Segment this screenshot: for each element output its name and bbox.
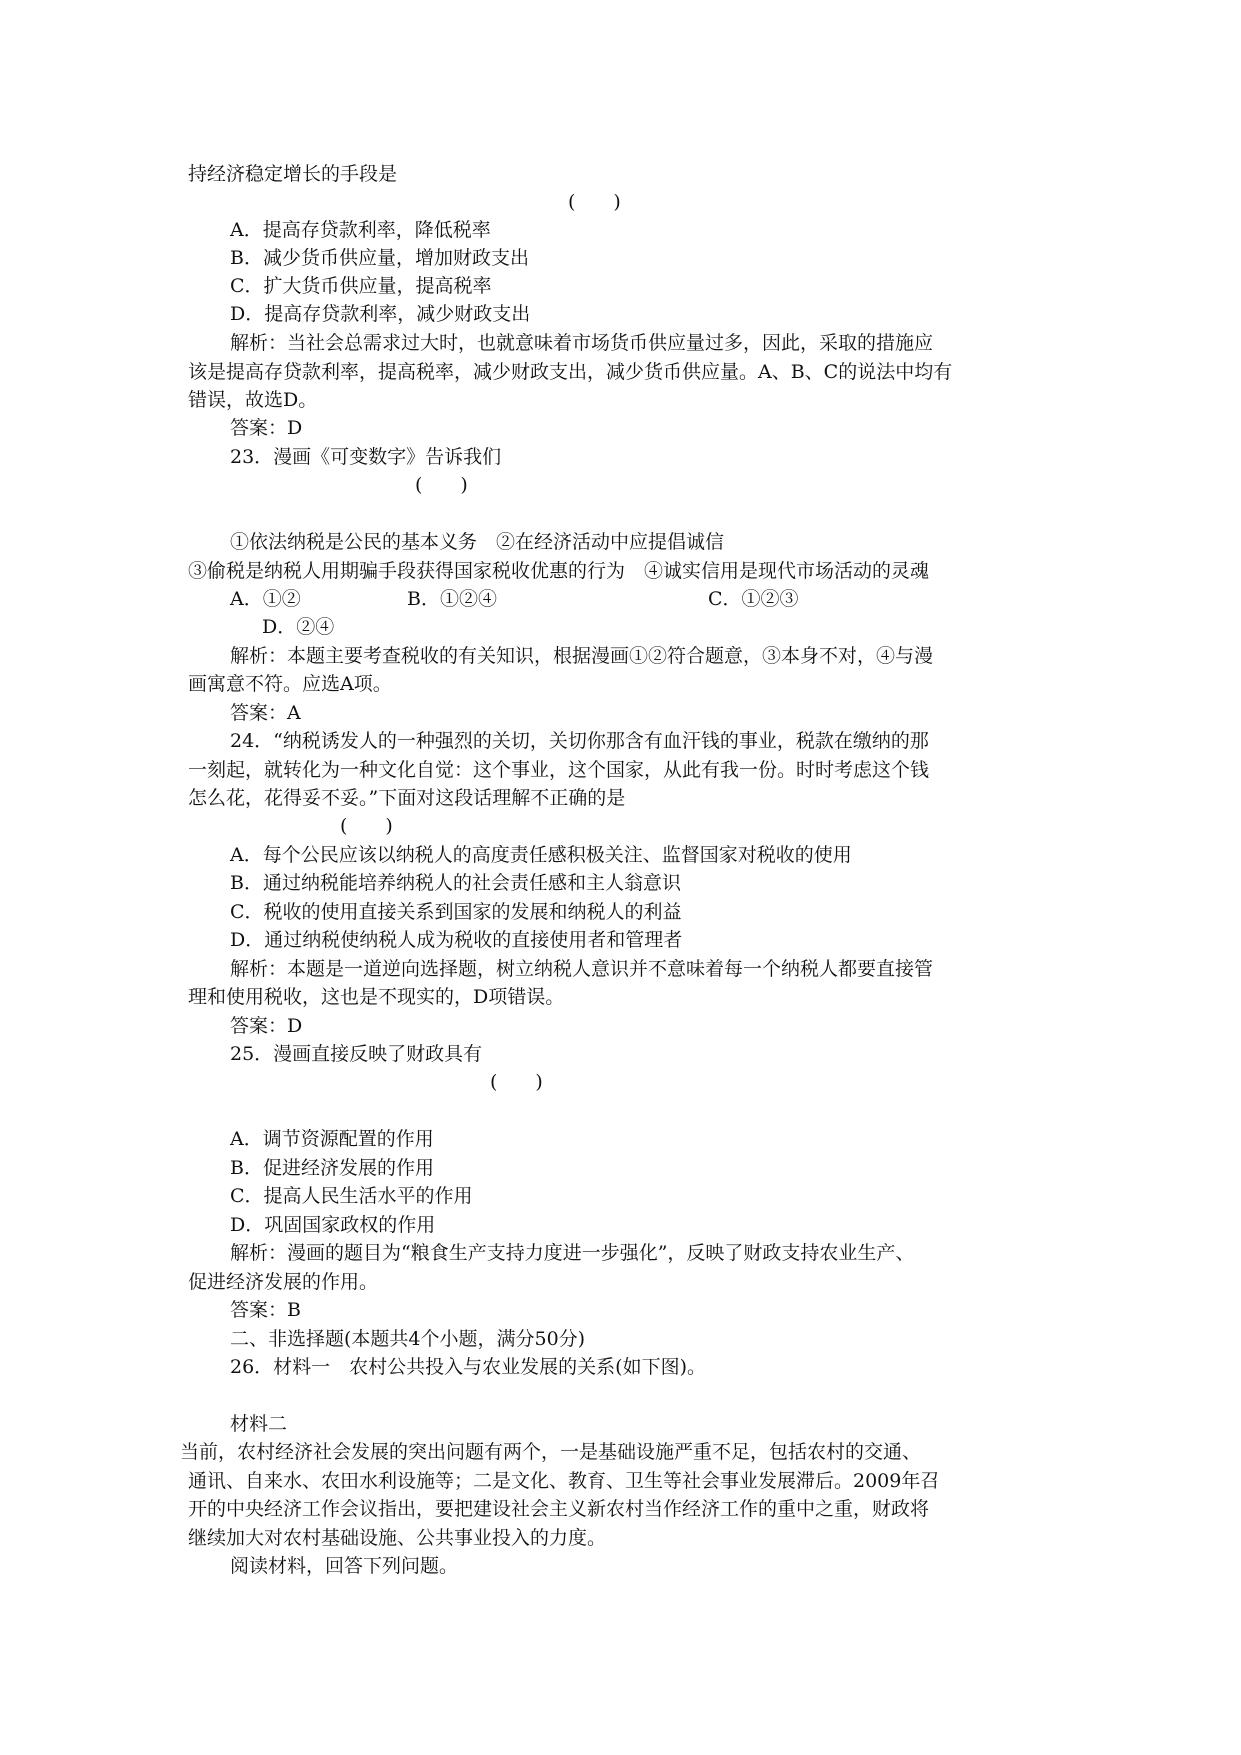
- analysis-text: 该是提高存贷款利率，提高税率，减少财政支出，减少货币供应量。A、B、C的说法中均有: [188, 361, 953, 383]
- option-c: C．扩大货币供应量，提高税率: [230, 275, 492, 297]
- analysis-text: 解析：本题是一道逆向选择题，树立纳税人意识并不意味着每一个纳税人都要直接管: [230, 958, 934, 980]
- answer-text: 答案：B: [230, 1299, 301, 1321]
- analysis-text: 解析：当社会总需求过大时，也就意味着市场货币供应量过多，因此，采取的措施应: [230, 332, 934, 354]
- material-text: 开的中央经济工作会议指出，要把建设社会主义新农村当作经济工作的重中之重，财政将: [188, 1498, 930, 1520]
- option-d: D．提高存贷款利率，减少财政支出: [230, 303, 531, 325]
- material-text: 当前，农村经济社会发展的突出问题有两个，一是基础设施严重不足，包括农村的交通、: [180, 1441, 922, 1463]
- statement-line: ③偷税是纳税人用期骗手段获得国家税收优惠的行为 ④诚实信用是现代市场活动的灵魂: [188, 560, 930, 582]
- question-24-text: 一刻起，就转化为一种文化自觉：这个事业，这个国家，从此有我一份。时时考虑这个钱: [188, 759, 930, 781]
- option-c: C．①②③: [708, 588, 799, 610]
- option-a: A．①②: [230, 588, 301, 610]
- answer-text: 答案：D: [230, 1015, 303, 1037]
- option-a: A．调节资源配置的作用: [230, 1128, 434, 1150]
- analysis-text: 促进经济发展的作用。: [188, 1271, 379, 1293]
- option-a: A．提高存贷款利率，降低税率: [230, 219, 491, 241]
- question-24: 24．“纳税诱发人的一种强烈的关切，关切你那含有血汗钱的事业，税款在缴纳的那: [230, 730, 929, 752]
- question-23: 23．漫画《可变数字》告诉我们: [230, 446, 502, 468]
- analysis-text: 画寓意不符。应选A项。: [188, 673, 392, 695]
- option-b: B．减少货币供应量，增加财政支出: [230, 247, 529, 269]
- material-text: 继续加大对农村基础设施、公共事业投入的力度。: [188, 1527, 607, 1549]
- option-d: D．②④: [262, 616, 335, 638]
- analysis-text: 解析：本题主要考查税收的有关知识，根据漫画①②符合题意，③本身不对，④与漫: [230, 645, 934, 667]
- answer-text: 答案：A: [230, 702, 301, 724]
- statement-line: ①依法纳税是公民的基本义务 ②在经济活动中应提倡诚信: [230, 531, 725, 553]
- section-heading: 二、非选择题(本题共4个小题，满分50分): [230, 1328, 586, 1350]
- material-label: 材料二: [230, 1413, 288, 1435]
- option-d: D．通过纳税使纳税人成为税收的直接使用者和管理者: [230, 929, 683, 951]
- answer-text: 答案：D: [230, 417, 303, 439]
- option-d: D．巩固国家政权的作用: [230, 1214, 436, 1236]
- instruction-text: 阅读材料，回答下列问题。: [230, 1555, 459, 1577]
- question-24-text: 怎么花，花得妥不妥。”下面对这段话理解不正确的是: [188, 787, 626, 809]
- answer-bracket: ( ): [568, 191, 621, 213]
- option-c: C．提高人民生活水平的作用: [230, 1185, 473, 1207]
- option-b: B．①②④: [407, 588, 497, 610]
- option-b: B．促进经济发展的作用: [230, 1157, 434, 1179]
- question-25: 25．漫画直接反映了财政具有: [230, 1043, 483, 1065]
- answer-bracket: ( ): [415, 474, 468, 496]
- material-text: 通讯、自来水、农田水利设施等；二是文化、教育、卫生等社会事业发展滞后。2009年召: [188, 1470, 940, 1492]
- option-b: B．通过纳税能培养纳税人的社会责任感和主人翁意识: [230, 872, 681, 894]
- option-c: C．税收的使用直接关系到国家的发展和纳税人的利益: [230, 901, 682, 923]
- answer-bracket: ( ): [490, 1071, 543, 1093]
- analysis-text: 理和使用税收，这也是不现实的，D项错误。: [188, 986, 565, 1008]
- analysis-text: 解析：漫画的题目为“粮食生产支持力度进一步强化”，反映了财政支持农业生产、: [230, 1242, 915, 1264]
- question-26: 26．材料一 农村公共投入与农业发展的关系(如下图)。: [230, 1356, 707, 1378]
- option-a: A．每个公民应该以纳税人的高度责任感积极关注、监督国家对税收的使用: [230, 844, 852, 866]
- analysis-text: 错误，故选D。: [188, 389, 318, 411]
- text-line: 持经济稳定增长的手段是: [188, 163, 398, 185]
- answer-bracket: ( ): [340, 815, 393, 837]
